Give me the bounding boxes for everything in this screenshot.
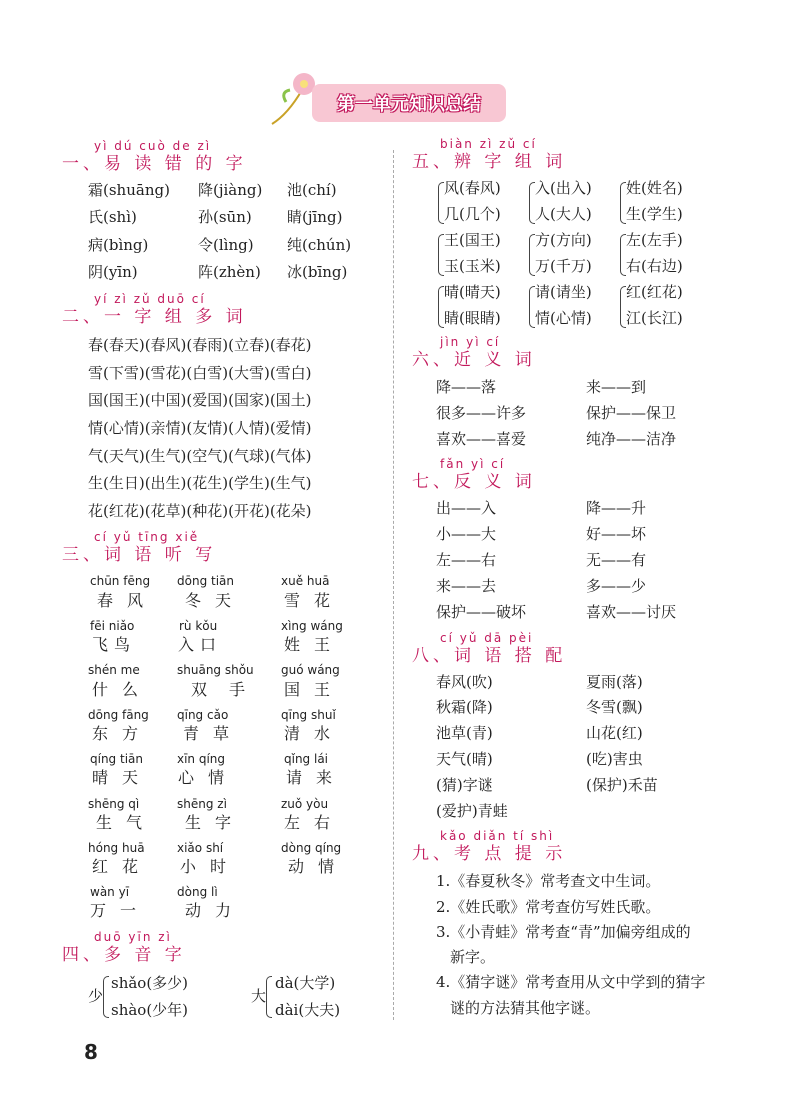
word-pinyin: rù kǒu (179, 619, 218, 633)
list-item: 好——坏 (586, 525, 647, 543)
list-item: 花(红花)(花草)(种花)(开花)(花朵) (88, 502, 312, 520)
pair-item: 左(左手) (626, 231, 683, 249)
list-item: 降——升 (586, 499, 647, 517)
section-title: 二、一 字 组 多 词 (62, 307, 247, 327)
pair-item: 万(千万) (535, 257, 592, 275)
word: 动力 (185, 901, 246, 920)
list-item: 生(生日)(出生)(花生)(学生)(生气) (88, 474, 312, 492)
list-item: 来——到 (586, 378, 647, 396)
word-pinyin: xiǎo shí (177, 841, 224, 855)
list-item: 春风(吹) (436, 673, 493, 691)
polyphone-reading: shào(少年) (111, 1001, 189, 1019)
word: 清水 (284, 724, 345, 743)
section-5-heading (412, 136, 566, 172)
word: 万一 (90, 901, 151, 920)
section-9-heading (412, 828, 566, 864)
word: 生字 (185, 813, 246, 832)
list-item: 降——落 (436, 378, 497, 396)
word: 姓王 (284, 635, 345, 654)
word: 雪花 (284, 591, 345, 610)
section-pinyin: yí zì zǔ duō cí (94, 292, 206, 306)
list-item: 纯净——洁净 (586, 430, 677, 448)
polyphone-char: 少 (88, 987, 104, 1005)
word: 生气 (96, 813, 157, 832)
section-title: 五、辨 字 组 词 (412, 152, 567, 172)
list-item: 天气(晴) (436, 750, 493, 768)
list-item: 冰(bīng) (287, 263, 348, 281)
list-item: 山花(红) (586, 724, 643, 742)
list-item: 池(chí) (287, 181, 337, 199)
word-pinyin: qīng cǎo (177, 708, 229, 722)
section-title: 六、近 义 词 (412, 350, 536, 370)
list-item: 霜(shuāng) (88, 181, 170, 199)
brace (103, 976, 109, 1018)
word: 心情 (178, 768, 239, 787)
list-item: 降(jiàng) (198, 181, 263, 199)
word: 春风 (97, 591, 158, 610)
word-pinyin: xìng wáng (281, 619, 343, 633)
section-1-heading (62, 138, 247, 174)
list-item: 纯(chún) (287, 236, 352, 254)
word-pinyin: guó wáng (281, 663, 340, 677)
section-6-heading (412, 334, 536, 370)
section-title: 四、多 音 字 (62, 945, 186, 965)
word-pinyin: shēng zì (177, 797, 227, 811)
pair-item: 入(出入) (535, 179, 592, 197)
word-pinyin: xīn qíng (177, 752, 226, 766)
list-item: 国(国王)(中国)(爱国)(国家)(国土) (88, 391, 312, 409)
list-item: 情(心情)(亲情)(友情)(人情)(爱情) (88, 419, 312, 437)
section-4-heading (62, 929, 186, 965)
word-pinyin: zuǒ yòu (281, 797, 329, 811)
list-item: 氏(shì) (88, 208, 137, 226)
list-item: 秋霜(降) (436, 698, 493, 716)
list-item: 喜欢——喜爱 (436, 430, 527, 448)
polyphone-char: 大 (251, 987, 267, 1005)
list-item: (吃)害虫 (586, 750, 643, 768)
list-item: 雪(下雪)(雪花)(白雪)(大雪)(雪白) (88, 364, 312, 382)
word-pinyin: shuāng shǒu (177, 663, 254, 677)
word-pinyin: shén me (88, 663, 140, 677)
list-item: 令(lìng) (198, 236, 254, 254)
list-item: 无——有 (586, 551, 647, 569)
word: 左右 (284, 813, 345, 832)
tip-line: 新字。 (450, 948, 496, 966)
polyphone-reading: dài(大夫) (275, 1001, 341, 1019)
word: 飞鸟 (92, 635, 137, 654)
list-item: 冬雪(飘) (586, 698, 643, 716)
section-3-heading (62, 529, 216, 565)
pair-item: 生(学生) (626, 205, 683, 223)
word-pinyin: chūn fēng (90, 574, 151, 588)
list-item: 出——入 (436, 499, 497, 517)
section-pinyin: fǎn yì cí (440, 457, 506, 471)
pair-item: 睛(眼睛) (444, 309, 501, 327)
word: 东方 (92, 724, 153, 743)
section-pinyin: kǎo diǎn tí shì (440, 829, 555, 843)
word-pinyin: qīng shuǐ (281, 708, 336, 722)
list-item: 病(bìng) (88, 236, 149, 254)
list-item: 左——右 (436, 551, 497, 569)
title-banner (312, 84, 506, 122)
word-pinyin: xuě huā (281, 574, 330, 588)
pair-item: 红(红花) (626, 283, 683, 301)
pair-item: 人(大人) (535, 205, 592, 223)
section-pinyin: biàn zì zǔ cí (440, 137, 537, 151)
pair-item: 姓(姓名) (626, 179, 683, 197)
pair-item: 玉(玉米) (444, 257, 501, 275)
list-item: 池草(青) (436, 724, 493, 742)
pair-item: 请(请坐) (535, 283, 592, 301)
word-pinyin: dòng qíng (281, 841, 342, 855)
word: 红花 (92, 857, 153, 876)
word-pinyin: qǐng lái (284, 752, 329, 766)
word: 动情 (288, 857, 349, 876)
section-title: 七、反 义 词 (412, 472, 536, 492)
page-title: 第一单元知识总结 (337, 94, 481, 115)
tip-line: 4.《猜字谜》常考查用从文中学到的猜字 (436, 973, 706, 991)
tip-line: 谜的方法猜其他字谜。 (450, 999, 601, 1017)
list-item: 春(春天)(春风)(春雨)(立春)(春花) (88, 336, 312, 354)
section-pinyin: cí yǔ tīng xiě (94, 530, 200, 544)
section-title: 一、易 读 错 的 字 (62, 154, 247, 174)
word: 双手 (191, 680, 268, 699)
polyphone-reading: dà(大学) (275, 974, 336, 992)
list-item: 喜欢——讨厌 (586, 603, 677, 621)
page-number: 8 (84, 1040, 98, 1064)
section-pinyin: cí yǔ dā pèi (440, 631, 534, 645)
pair-item: 王(国王) (444, 231, 501, 249)
list-item: 夏雨(落) (586, 673, 643, 691)
list-item: 睛(jīng) (287, 208, 343, 226)
word-pinyin: wàn yī (90, 885, 130, 899)
word-pinyin: fēi niǎo (90, 619, 135, 633)
list-item: 气(天气)(生气)(空气)(气球)(气体) (88, 447, 312, 465)
pair-item: 风(春风) (444, 179, 501, 197)
word: 青草 (183, 724, 244, 743)
word: 小时 (180, 857, 241, 876)
polyphone-reading: shǎo(多少) (111, 974, 189, 992)
list-item: (猜)字谜 (436, 776, 493, 794)
word: 什么 (92, 680, 153, 699)
section-title: 八、词 语 搭 配 (412, 646, 567, 666)
word-pinyin: dòng lì (177, 885, 218, 899)
section-pinyin: jìn yì cí (440, 335, 501, 349)
pair-item: 情(心情) (535, 309, 592, 327)
word: 请来 (286, 768, 347, 787)
word: 入口 (178, 635, 223, 654)
list-item: 多——少 (586, 577, 647, 595)
section-7-heading (412, 456, 536, 492)
word: 晴天 (92, 768, 153, 787)
pair-item: 晴(晴天) (444, 283, 501, 301)
section-8-heading (412, 630, 566, 666)
brace (266, 976, 272, 1018)
tip-line: 3.《小青蛙》常考查“青”加偏旁组成的 (436, 923, 691, 941)
section-2-heading (62, 291, 247, 327)
list-item: (保护)禾苗 (586, 776, 658, 794)
word-pinyin: hóng huā (88, 841, 145, 855)
word-pinyin: shēng qì (88, 797, 140, 811)
word-pinyin: dōng fāng (88, 708, 149, 722)
tip-line: 1.《春夏秋冬》常考查文中生词。 (436, 872, 661, 890)
pair-item: 江(长江) (626, 309, 683, 327)
section-title: 三、词 语 听 写 (62, 545, 217, 565)
list-item: 保护——保卫 (586, 404, 677, 422)
list-item: 保护——破坏 (436, 603, 527, 621)
list-item: 来——去 (436, 577, 497, 595)
pair-item: 方(方向) (535, 231, 592, 249)
section-pinyin: duō yīn zì (94, 930, 172, 944)
list-item: 很多——许多 (436, 404, 527, 422)
word: 国王 (284, 680, 345, 699)
pair-item: 几(几个) (444, 205, 501, 223)
word-pinyin: dōng tiān (177, 574, 234, 588)
list-item: 小——大 (436, 525, 497, 543)
list-item: 阵(zhèn) (198, 263, 261, 281)
list-item: 阴(yīn) (88, 263, 138, 281)
list-item: (爱护)青蛙 (436, 802, 508, 820)
tip-line: 2.《姓氏歌》常考查仿写姓氏歌。 (436, 898, 661, 916)
word: 冬天 (185, 591, 246, 610)
section-pinyin: yì dú cuò de zì (94, 139, 212, 153)
list-item: 孙(sūn) (198, 208, 252, 226)
column-divider (393, 150, 394, 1020)
section-title: 九、考 点 提 示 (412, 844, 567, 864)
word-pinyin: qíng tiān (90, 752, 143, 766)
pair-item: 右(右边) (626, 257, 683, 275)
